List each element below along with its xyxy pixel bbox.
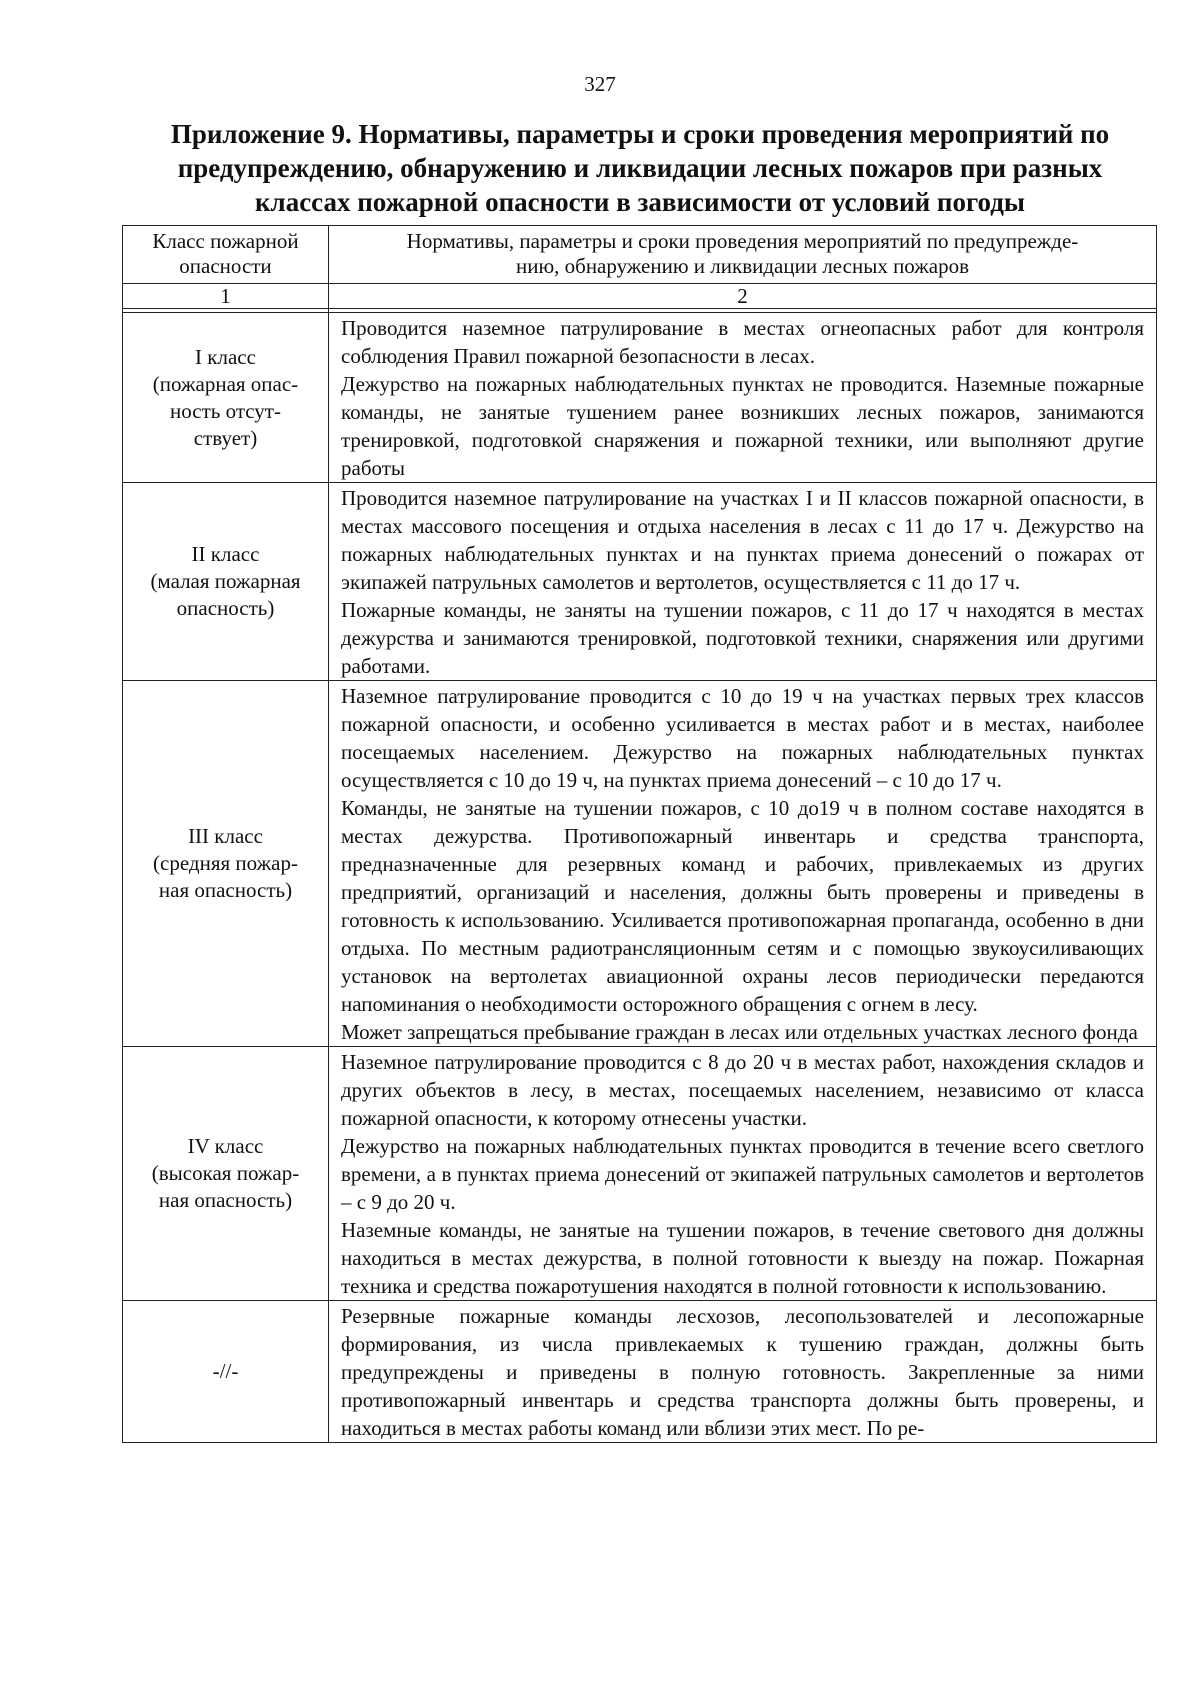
- paragraph: Резервные пожарные команды лесхозов, лесопользователей и лесопожарные формирования, из числа привлекаемых к тушению граждан, должны быть предупреждены и приведены в полную готовность. Закрепленные за ними противопожарный инвентарь и средства транспорта должны быть проверены, и находиться в местах работы команд или вблизи этих мест. По ре-: [341, 1304, 1144, 1440]
- class-cell: I класс (пожарная опас- ность отсут- ствует): [123, 313, 329, 483]
- table-row: [123, 1047, 1157, 1301]
- measures-cell: [329, 313, 1157, 483]
- class-cell: IV класс (высокая пожар- ная опасность): [123, 1047, 329, 1301]
- measures-cell: [329, 1047, 1157, 1301]
- title-line: классах пожарной опасности в зависимости от условий погоды: [254, 187, 1026, 217]
- paragraph: Проводится наземное патрулирование в местах огнеопасных работ для контроля соблюдения Правил пожарной безопасности в лесах.: [341, 316, 1144, 368]
- page-title: [120, 117, 1160, 219]
- paragraph: Может запрещаться пребывание граждан в лесах или отдельных участках лесного фонда: [341, 1020, 1138, 1044]
- paragraph: Команды, не занятые на тушении пожаров, с 10 до19 ч в полном составе находятся в местах дежурства. Противопожарный инвентарь и средства транспорта, предназначенные для резервных команд и рабочих, привлекаемых из других предприятий, организаций и населения, должны быть проверены и приведены в готовность к использованию. Усиливается противопожарная пропаганда, особенно в дни отдыха. По местным радиотрансляционным сетям и с помощью звукоусиливающих установок на вертолетах авиационной охраны лесов периодически передаются напоминания о необходимости осторожного обращения с огнем в лесу.: [341, 796, 1144, 1016]
- paragraph: Дежурство на пожарных наблюдательных пунктах не проводится. Наземные пожарные команды, не занятые тушением ранее возникших лесных пожаров, занимаются тренировкой, подготовкой снаряжения и пожарной техники, или выполняют другие работы: [341, 372, 1144, 480]
- fire-danger-norms-table: [122, 225, 1157, 1443]
- paragraph: Наземное патрулирование проводится с 8 до 20 ч в местах работ, нахождения складов и других объектов в лесу, в местах, посещаемых населением, независимо от класса пожарной опасности, к которому отнесены участки.: [341, 1050, 1144, 1130]
- header-norms: Нормативы, параметры и сроки проведения мероприятий по предупрежде- нию, обнаружению и ликвидации лесных пожаров: [329, 226, 1157, 284]
- class-cell: -//-: [123, 1301, 329, 1443]
- paragraph: Пожарные команды, не заняты на тушении пожаров, с 11 до 17 ч находятся в местах дежурства и занимаются тренировкой, подготовкой техники, снаряжения или другими работами.: [341, 598, 1144, 678]
- class-cell: III класс (средняя пожар- ная опасность): [123, 681, 329, 1047]
- table-row: [123, 483, 1157, 681]
- measures-cell: [329, 483, 1157, 681]
- page-number: 327: [584, 72, 616, 96]
- paragraph: Наземные команды, не занятые на тушении пожаров, в течение светового дня должны находиться в местах дежурства, в полной готовности к выезду на пожар. Пожарная техника и средства пожаротушения находятся в полной готовности к использованию.: [341, 1218, 1144, 1298]
- title-line: Приложение 9. Нормативы, параметры и сроки проведения мероприятий по: [170, 119, 1110, 149]
- table-header-row: [123, 226, 1157, 284]
- measures-cell: [329, 681, 1157, 1047]
- paragraph: Проводится наземное патрулирование на участках I и II классов пожарной опасности, в местах массового посещения и отдыха населения в лесах с 11 до 17 ч. Дежурство на пожарных наблюдательных пунктах и на пунктах приема донесений о пожарах от экипажей патрульных самолетов и вертолетов, осуществляется с 11 до 17 ч.: [341, 486, 1144, 594]
- header-class: Класс пожарной опасности: [123, 226, 329, 284]
- column-number: 2: [329, 284, 1157, 309]
- paragraph: Наземное патрулирование проводится с 10 до 19 ч на участках первых трех классов пожарной опасности, и особенно усиливается в местах работ и в местах, наиболее посещаемых населением. Дежурство на пожарных наблюдательных пунктах осуществляется с 10 до 19 ч, на пунктах приема донесений – с 10 до 17 ч.: [341, 684, 1144, 792]
- column-number: 1: [123, 284, 329, 309]
- table-row: [123, 1301, 1157, 1443]
- class-cell: II класс (малая пожарная опасность): [123, 483, 329, 681]
- measures-cell: [329, 1301, 1157, 1443]
- title-line: предупреждению, обнаружению и ликвидации лесных пожаров при разных: [177, 153, 1103, 183]
- table-row: [123, 681, 1157, 1047]
- table-row: [123, 313, 1157, 483]
- column-number-row: [123, 284, 1157, 309]
- paragraph: Дежурство на пожарных наблюдательных пунктах проводится в течение всего светлого времени, а в пунктах приема донесений от экипажей патрульных самолетов и вертолетов – с 9 до 20 ч.: [341, 1134, 1144, 1214]
